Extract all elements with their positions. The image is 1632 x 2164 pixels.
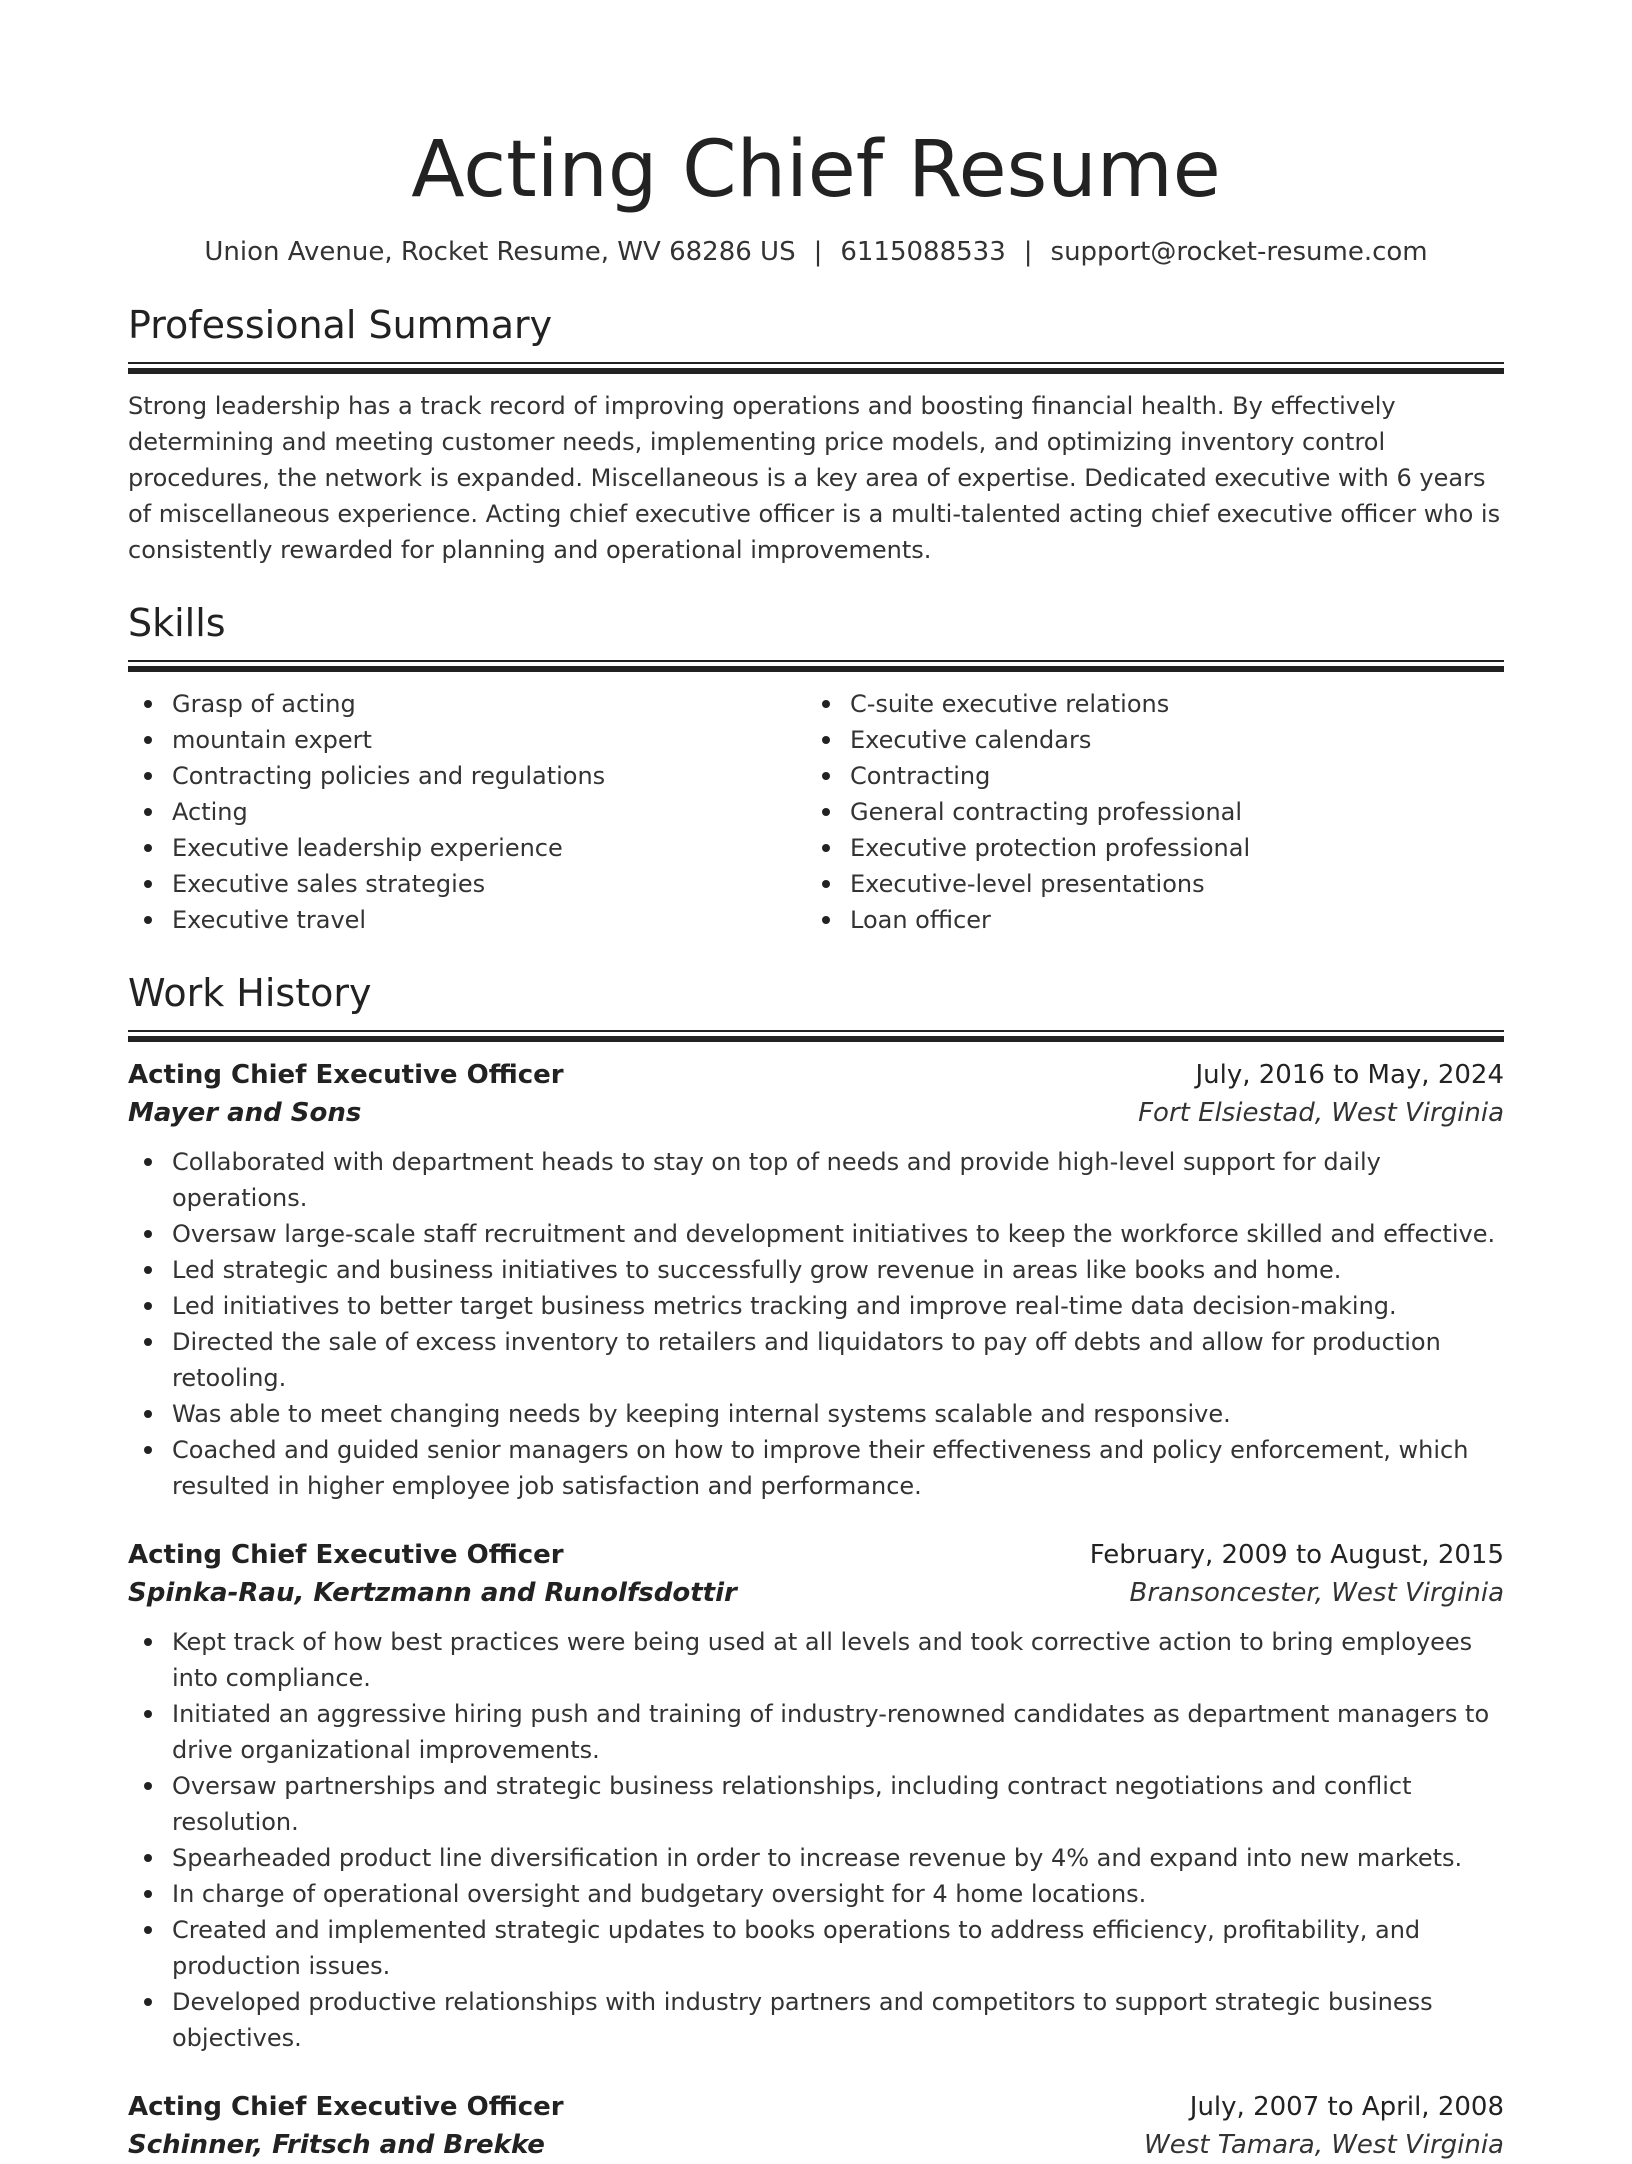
summary-section	[128, 300, 1504, 568]
job-bullet: Led initiatives to better target business metrics tracking and improve real-time data decision-making.	[128, 1288, 1504, 1324]
work-history-section	[128, 968, 1504, 2164]
job-bullet: Oversaw large-scale staff recruitment and development initiatives to keep the workforce skilled and effective.	[128, 1216, 1504, 1252]
job-bullet: Led strategic and business initiatives to successfully grow revenue in areas like books and home.	[128, 1252, 1504, 1288]
skill-item: Executive travel	[128, 902, 806, 938]
summary-text: Strong leadership has a track record of improving operations and boosting financial health. By effectively determining and meeting customer needs, implementing price models, and optimizing inventory control procedures, the network is expanded. Miscellaneous is a key area of expertise. Dedicated executive with 6 years of miscellaneous experience. Acting chief executive officer is a multi-talented acting chief executive officer who is consistently rewarded for planning and operational improvements.	[128, 392, 1501, 564]
work-history-heading: Work History	[128, 971, 372, 1015]
job-entry	[128, 1056, 1504, 1504]
job-dates: July, 2007 to April, 2008	[1189, 2092, 1504, 2122]
contact-address: Union Avenue, Rocket Resume, WV 68286 US	[204, 237, 796, 267]
resume-title: Acting Chief Resume	[411, 125, 1221, 215]
job-location: Fort Elsiestad, West Virginia	[1138, 1098, 1504, 1128]
skill-item: General contracting professional	[806, 794, 1484, 830]
job-bullet: Oversaw partnerships and strategic business relationships, including contract negotiations and conflict resolution.	[128, 1768, 1504, 1840]
section-divider	[128, 362, 1504, 374]
job-location: West Tamara, West Virginia	[1144, 2130, 1504, 2160]
job-subheader	[128, 1094, 1504, 1132]
job-subheader	[128, 1574, 1504, 1612]
skills-section	[128, 598, 1504, 938]
job-bullet: Was able to meet changing needs by keeping internal systems scalable and responsive.	[128, 1396, 1504, 1432]
resume-page	[128, 118, 1504, 2164]
skill-item: Contracting	[806, 758, 1484, 794]
job-bullet: Directed the sale of excess inventory to retailers and liquidators to pay off debts and allow for production retooling.	[128, 1324, 1504, 1396]
skill-item: Loan officer	[806, 902, 1484, 938]
job-header	[128, 1056, 1504, 1094]
job-header	[128, 1536, 1504, 1574]
section-divider	[128, 1030, 1504, 1042]
job-location: Bransoncester, West Virginia	[1129, 1578, 1504, 1608]
skill-item: Contracting policies and regulations	[128, 758, 806, 794]
skill-item: Executive leadership experience	[128, 830, 806, 866]
job-bullets	[128, 1144, 1504, 1504]
contact-line	[128, 234, 1504, 270]
summary-heading: Professional Summary	[128, 303, 553, 347]
skill-item: Grasp of acting	[128, 686, 806, 722]
job-title: Acting Chief Executive Officer	[128, 2092, 564, 2122]
skills-list-right	[806, 686, 1484, 938]
job-header	[128, 2088, 1504, 2126]
skill-item: Executive protection professional	[806, 830, 1484, 866]
skill-item: C-suite executive relations	[806, 686, 1484, 722]
skill-item: Executive sales strategies	[128, 866, 806, 902]
job-bullet: Kept track of how best practices were being used at all levels and took corrective action to bring employees into compliance.	[128, 1624, 1504, 1696]
job-bullet: Coached and guided senior managers on how to improve their effectiveness and policy enforcement, which resulted in higher employee job satisfaction and performance.	[128, 1432, 1504, 1504]
skill-item: Executive-level presentations	[806, 866, 1484, 902]
job-entry	[128, 1536, 1504, 2056]
job-title: Acting Chief Executive Officer	[128, 1060, 564, 1090]
job-entry	[128, 2088, 1504, 2164]
job-bullet: Initiated an aggressive hiring push and training of industry-renowned candidates as department managers to drive organizational improvements.	[128, 1696, 1504, 1768]
contact-phone: 6115088533	[840, 237, 1006, 267]
contact-separator: |	[1023, 237, 1033, 267]
job-dates: July, 2016 to May, 2024	[1195, 1060, 1504, 1090]
job-bullets	[128, 1624, 1504, 2056]
skill-item: Executive calendars	[806, 722, 1484, 758]
job-company: Schinner, Fritsch and Brekke	[128, 2130, 545, 2160]
contact-separator: |	[813, 237, 823, 267]
contact-email[interactable]: support@rocket-resume.com	[1050, 237, 1428, 267]
skills-heading: Skills	[128, 601, 226, 645]
skill-item: Acting	[128, 794, 806, 830]
skills-columns	[128, 686, 1504, 938]
section-divider	[128, 660, 1504, 672]
job-subheader	[128, 2126, 1504, 2164]
skill-item: mountain expert	[128, 722, 806, 758]
job-bullet: In charge of operational oversight and budgetary oversight for 4 home locations.	[128, 1876, 1504, 1912]
job-bullet: Spearheaded product line diversification in order to increase revenue by 4% and expand into new markets.	[128, 1840, 1504, 1876]
job-title: Acting Chief Executive Officer	[128, 1540, 564, 1570]
job-company: Mayer and Sons	[128, 1098, 362, 1128]
job-bullet: Created and implemented strategic updates to books operations to address efficiency, profitability, and production issues.	[128, 1912, 1504, 1984]
job-bullet: Collaborated with department heads to stay on top of needs and provide high-level support for daily operations.	[128, 1144, 1504, 1216]
job-bullet: Developed productive relationships with industry partners and competitors to support strategic business objectives.	[128, 1984, 1504, 2056]
skills-list-left	[128, 686, 806, 938]
job-dates: February, 2009 to August, 2015	[1089, 1540, 1504, 1570]
job-company: Spinka-Rau, Kertzmann and Runolfsdottir	[128, 1578, 737, 1608]
